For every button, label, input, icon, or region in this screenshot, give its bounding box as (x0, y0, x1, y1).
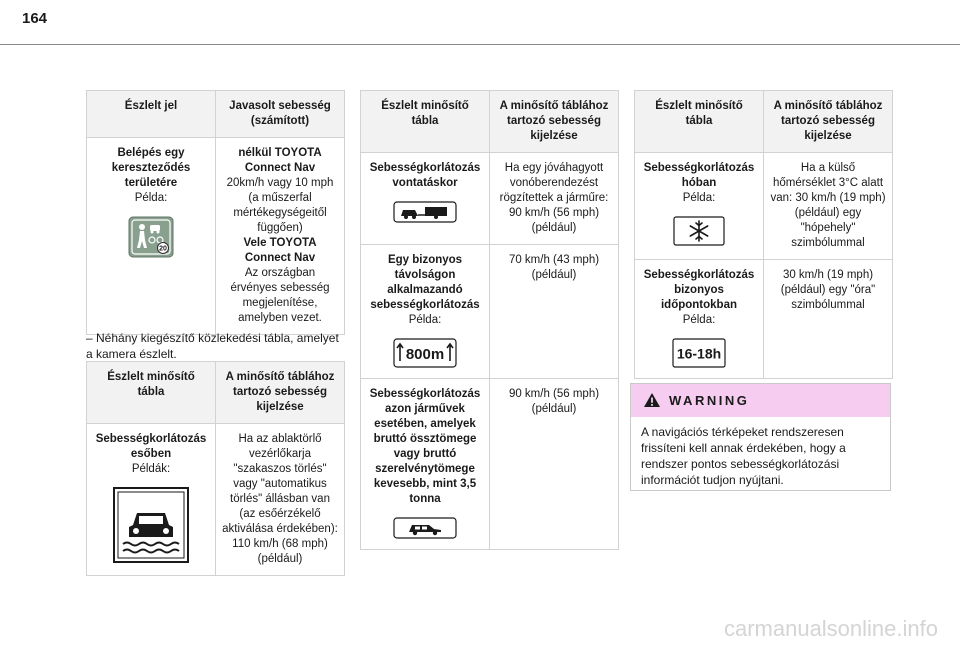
cell-text: 20km/h vagy 10 mph (a műszerfal mértékegységeitől függően) (226, 177, 334, 234)
cell-text: Ha a külső hőmérséklet 3°C alatt van: 30 km/h (19 mph) (például) egy "hópehely" szimbólummal (770, 162, 886, 249)
warning-triangle-icon (643, 392, 661, 408)
cell-text: Ha egy jóváhagyott vonóberendezést rögzítettek a járműre: 90 km/h (56 mph) (például) (499, 162, 609, 234)
table-header-cell: Észlelt jel (87, 91, 216, 138)
cell-text: Példa: (408, 314, 442, 326)
table-row (361, 245, 619, 379)
table-header-cell: Javasolt sebesség (számított) (216, 91, 345, 138)
cell-text: Példa: (682, 314, 716, 326)
table-row (87, 138, 345, 335)
cell-bold-text: Vele TOYOTA Connect Nav (243, 237, 317, 264)
sign-text: 800m (405, 346, 445, 363)
page-number: 164 (22, 10, 48, 27)
time-sign-icon (672, 338, 726, 368)
cell-text: 90 km/h (56 mph) (például) (508, 388, 600, 415)
table-detected-sign (86, 90, 345, 335)
warning-text: A navigációs térképeket rendszeresen frissíteni kell annak érdekében, hogy a rendszer pontos sebességkorlátozási információt tudjon nyújtani. (641, 425, 846, 487)
rain-sign-icon (113, 487, 189, 563)
cell-text: Példák: (131, 463, 171, 475)
table-header-cell: A minősítő táblához tartozó sebesség kijelzése (764, 91, 893, 153)
table-header-cell: Észlelt minősítő tábla (87, 362, 216, 424)
warning-box (630, 383, 891, 491)
table-qualifier-signs-2 (634, 90, 893, 379)
car-sign-icon (393, 517, 457, 539)
table-qualifier-signs-1 (360, 90, 619, 550)
cell-text: 30 km/h (19 mph) (például) egy "óra" szimbólummal (780, 269, 876, 311)
towing-sign-icon (393, 201, 457, 223)
cell-bold-text: Sebességkorlátozás azon járművek esetében, amelyek bruttó össztömege vagy bruttó szerelvénytömege kevesebb, mint 3,5 tonna (369, 388, 481, 505)
table-header-cell: Észlelt minősítő tábla (361, 91, 490, 153)
watermark: carmanualsonline.info (723, 616, 938, 641)
table-header-cell: A minősítő táblához tartozó sebesség kijelzése (490, 91, 619, 153)
table-row (361, 379, 619, 550)
cell-text: 70 km/h (43 mph) (például) (508, 254, 600, 281)
bullet-text: – Néhány kiegészítő közlekedési tábla, amelyet a kamera észlelt. (86, 331, 339, 361)
intersection-zone-sign-icon (128, 216, 174, 258)
cell-bold-text: Egy bizonyos távolságon alkalmazandó sebességkorlátozás (370, 254, 480, 311)
cell-bold-text: Sebességkorlátozás bizonyos időpontokban (643, 269, 755, 311)
table-rain-sign (86, 361, 345, 576)
cell-text: Az országban érvényes sebesség megjelenítése, amelyben vezet. (230, 267, 330, 324)
distance-sign-icon (393, 338, 457, 368)
cell-text: Példa: (134, 192, 168, 204)
warning-title: WARNING (669, 393, 750, 408)
warning-header (631, 384, 890, 417)
cell-bold-text: nélkül TOYOTA Connect Nav (238, 147, 322, 174)
table-row (635, 153, 893, 260)
sign-text: 16-18h (676, 345, 722, 362)
table-row (635, 260, 893, 379)
cell-bold-text: Sebességkorlátozás vontatáskor (369, 162, 481, 189)
table-header-cell: A minősítő táblához tartozó sebesség kijelzése (216, 362, 345, 424)
snowflake-sign-icon (673, 216, 725, 246)
cell-bold-text: Sebességkorlátozás hóban (643, 162, 755, 189)
cell-bold-text: Belépés egy kereszteződés területére (111, 147, 191, 189)
cell-text: Példa: (682, 192, 716, 204)
table-header-cell: Észlelt minősítő tábla (635, 91, 764, 153)
sign-number: 20 (159, 245, 167, 253)
cell-bold-text: Sebességkorlátozás esőben (95, 433, 207, 460)
cell-text: Ha az ablaktörlő vezérlőkarja "szakaszos törlés" vagy "automatikus törlés" állásban van (az esőérzékelő aktiválása érdekében): 110 km/h (68 mph) (például) (222, 433, 338, 565)
table-row (361, 153, 619, 245)
top-rule (0, 44, 960, 45)
table-row (87, 424, 345, 576)
